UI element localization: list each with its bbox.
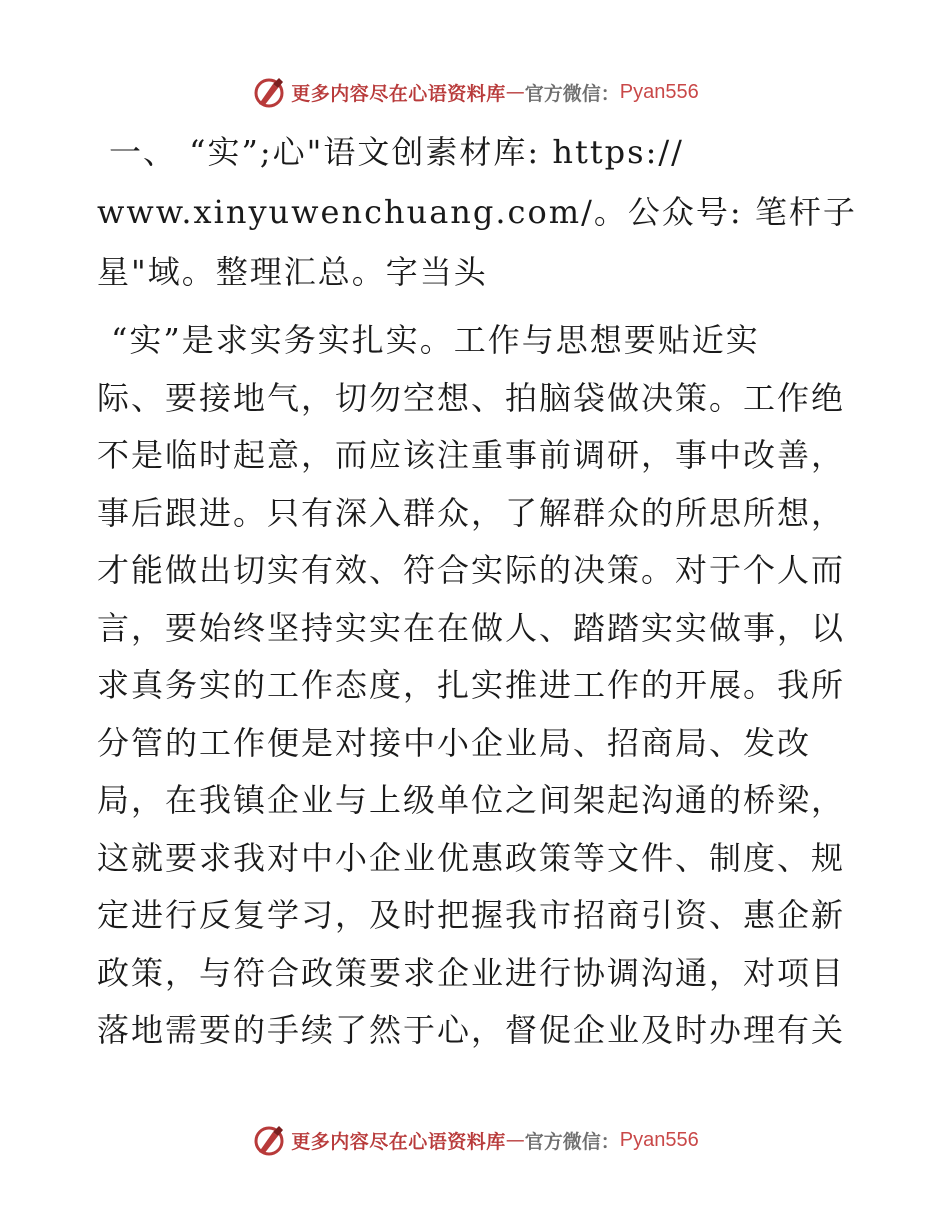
pen-logo-icon [251,1122,287,1158]
body-line: 事后跟进。只有深入群众，了解群众的所思所想， [97,493,846,532]
header-banner [0,72,950,112]
body-line: 政策，与符合政策要求企业进行协调沟通，对项目 [97,953,846,992]
footer-banner [0,1120,950,1160]
body-line: 不是临时起意，而应该注重事前调研，事中改善， [97,436,846,474]
banner-wechat-label: 官方微信： [524,82,620,105]
body-line: 际、要接地气，切勿空想、拍脑袋做决策。工作绝 [97,378,846,417]
body-line: “实”是求实务实扎实。工作与思想要贴近实 [111,321,760,359]
body-line: 才能做出切实有效、符合实际的决策。对于个人而 [97,551,846,589]
body-line: 落地需要的手续了然于心，督促企业及时办理有关 [97,1011,846,1049]
banner-dash: — [505,1129,525,1151]
pen-logo-icon [251,74,287,110]
banner-title: 更多内容尽在心语资料库 [291,1130,506,1153]
heading-line: 一、 “实”;心"语文创素材库: https:// [109,133,684,171]
banner-wechat-id: Pyan556 [619,80,699,103]
banner-title: 更多内容尽在心语资料库 [291,82,506,105]
banner-wechat-id: Pyan556 [619,1128,699,1151]
banner-dash: — [505,81,525,103]
body-paragraph [97,312,849,1060]
section-heading [97,122,857,302]
body-line: 定进行反复学习，及时把握我市招商引资、惠企新 [97,896,846,934]
body-line: 求真务实的工作态度，扎实推进工作的开展。我所 [97,666,846,704]
heading-line: www.xinyuwenchuang.com/。公众号: 笔杆子 [97,193,857,231]
banner-wechat-label: 官方微信： [524,1130,620,1153]
heading-line: 星"域。整理汇总。字当头 [97,253,488,291]
body-line: 局，在我镇企业与上级单位之间架起沟通的桥梁， [97,781,846,819]
body-line: 这就要求我对中小企业优惠政策等文件、制度、规 [97,838,846,877]
body-line: 言，要始终坚持实实在在做人、踏踏实实做事，以 [97,608,846,647]
body-line: 分管的工作便是对接中小企业局、招商局、发改 [97,723,812,762]
